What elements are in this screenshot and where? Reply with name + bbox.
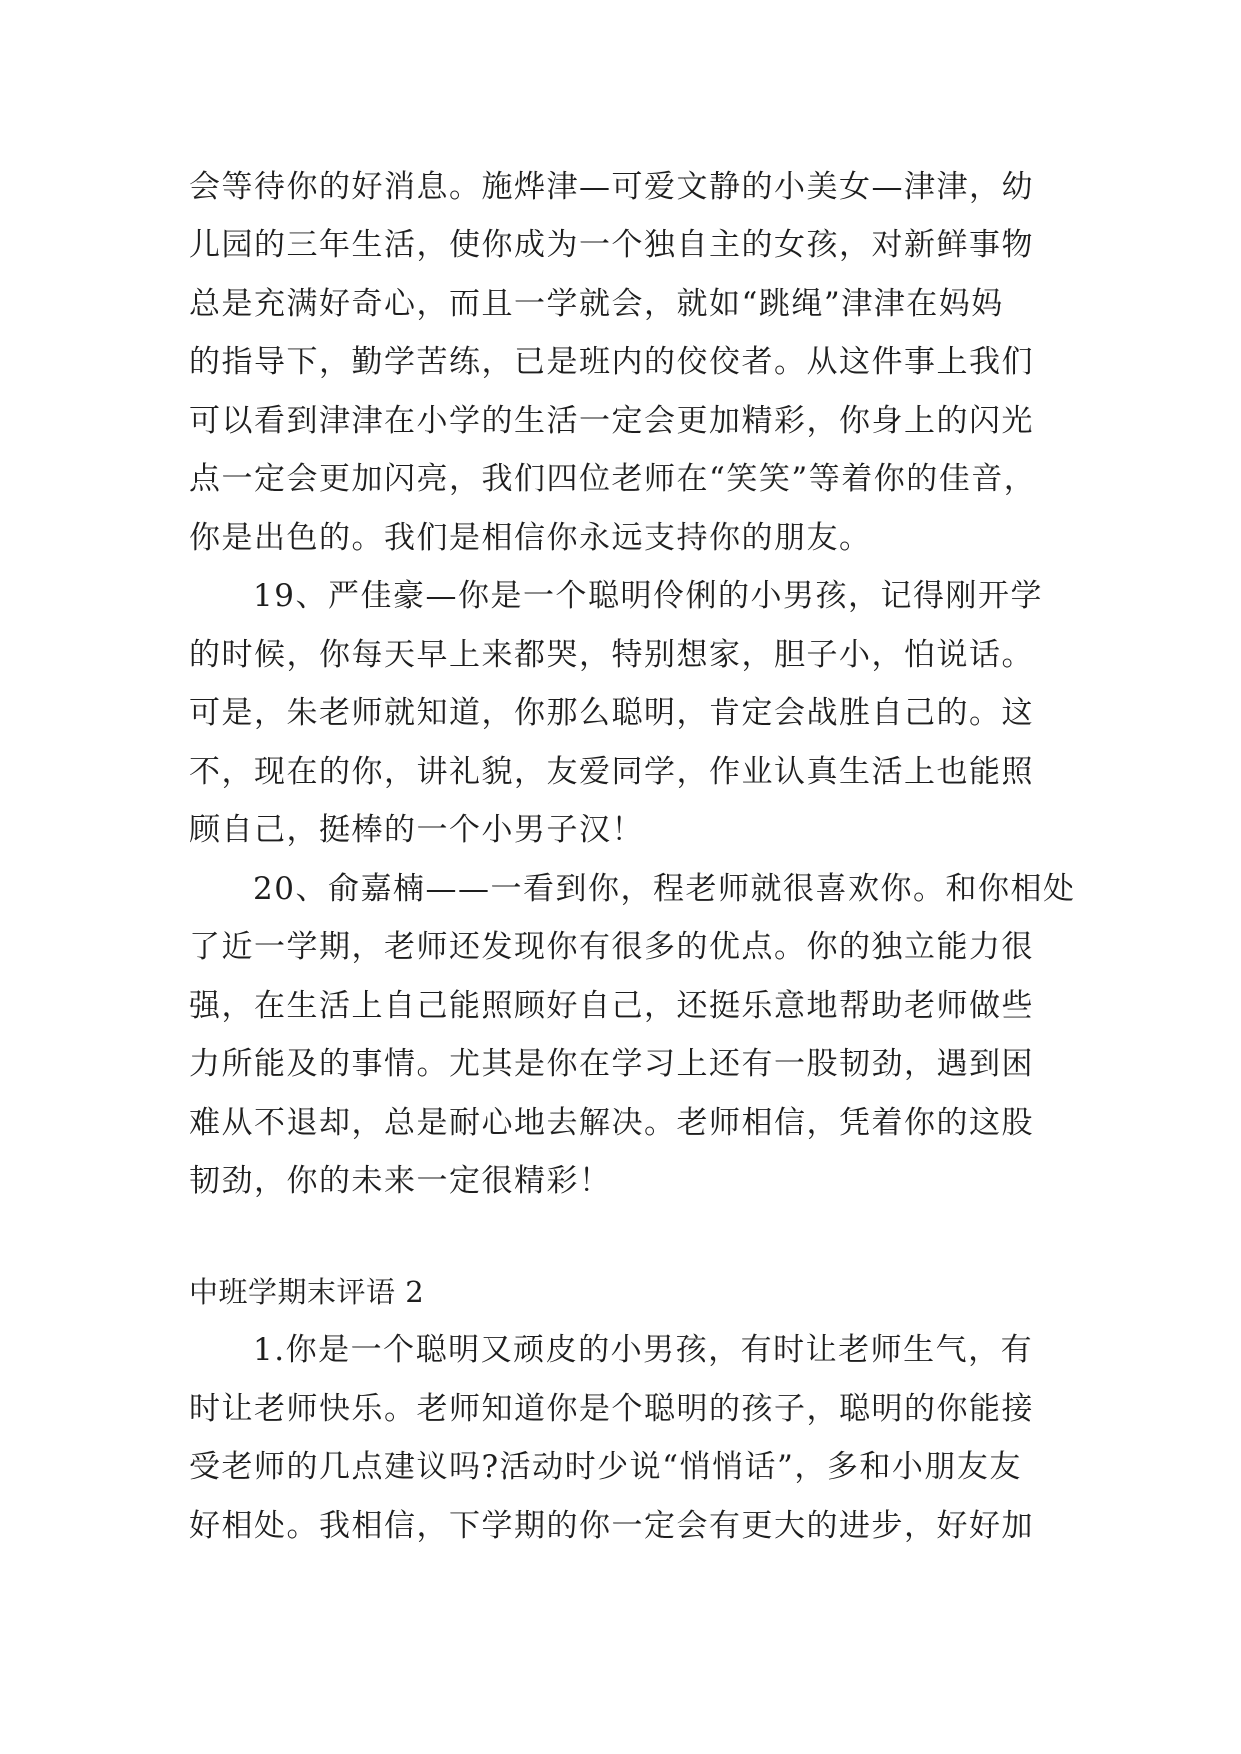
paragraph-line: 受老师的几点建议吗?活动时少说“悄悄话”，多和小朋友友 (189, 1449, 1022, 1485)
paragraph-line: 了近一学期，老师还发现你有很多的优点。你的独立能力很 (189, 929, 1034, 965)
paragraph-line: 点一定会更加闪亮，我们四位老师在“笑笑”等着你的佳音， (189, 461, 1037, 497)
paragraph-first-line: 19、严佳豪—你是一个聪明伶俐的小男孩，记得刚开学 (253, 578, 1043, 614)
paragraph-line: 强，在生活上自己能照顾好自己，还挺乐意地帮助老师做些 (189, 988, 1034, 1024)
paragraph-line: 可是，朱老师就知道，你那么聪明，肯定会战胜自己的。这 (189, 695, 1034, 731)
paragraph-line: 可以看到津津在小学的生活一定会更加精彩，你身上的闪光 (189, 403, 1034, 439)
paragraph-line: 的指导下，勤学苦练，已是班内的佼佼者。从这件事上我们 (189, 344, 1034, 380)
paragraph-line: 会等待你的好消息。施烨津—可爱文静的小美女—津津，幼 (189, 169, 1034, 205)
paragraph-line: 韧劲，你的未来一定很精彩！ (189, 1163, 612, 1199)
paragraph-line: 总是充满好奇心，而且一学就会，就如“跳绳”津津在妈妈 (189, 286, 1004, 322)
paragraph-line: 儿园的三年生活，使你成为一个独自主的女孩，对新鲜事物 (189, 227, 1034, 263)
paragraph-line: 力所能及的事情。尤其是你在学习上还有一股韧劲，遇到困 (189, 1046, 1034, 1082)
paragraph-line: 难从不退却，总是耐心地去解决。老师相信，凭着你的这股 (189, 1105, 1034, 1141)
paragraph-line: 的时候，你每天早上来都哭，特别想家，胆子小，怕说话。 (189, 637, 1034, 673)
section-heading: 中班学期末评语 2 (189, 1275, 425, 1309)
paragraph-line: 时让老师快乐。老师知道你是个聪明的孩子，聪明的你能接 (189, 1391, 1034, 1427)
paragraph-line: 好相处。我相信，下学期的你一定会有更大的进步，好好加 (189, 1508, 1034, 1544)
paragraph-first-line: 20、俞嘉楠——一看到你，程老师就很喜欢你。和你相处 (253, 871, 1076, 907)
paragraph-first-line: 1.你是一个聪明又顽皮的小男孩，有时让老师生气，有 (253, 1332, 1034, 1368)
paragraph-line: 你是出色的。我们是相信你永远支持你的朋友。 (189, 520, 872, 556)
paragraph-line: 顾自己，挺棒的一个小男子汉！ (189, 812, 644, 848)
paragraph-line: 不，现在的你，讲礼貌，友爱同学，作业认真生活上也能照 (189, 754, 1034, 790)
